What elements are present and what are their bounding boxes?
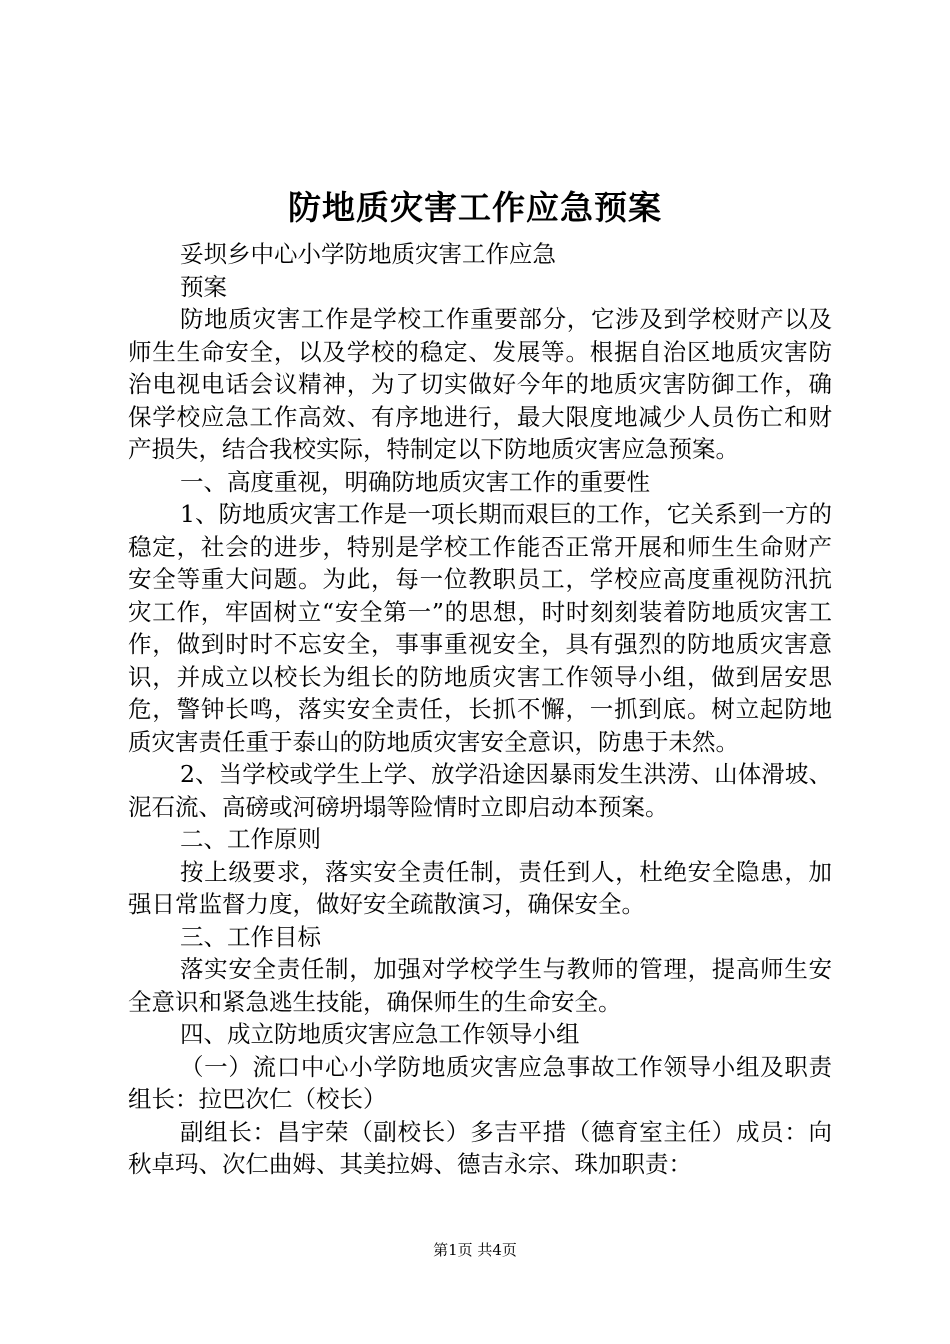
- section-heading-1: 一、高度重视，明确防地质灾害工作的重要性: [180, 467, 650, 496]
- paragraph-item-2: 2、当学校或学生上学、放学沿途因暴雨发生洪涝、山体滑坡、泥石流、高磅或河磅坍塌等险情时立即启动本预案。: [128, 760, 832, 821]
- document-body: [128, 238, 832, 1181]
- paragraph-group-members: 副组长：昌宇荣（副校长）多吉平措（德育室主任）成员：向秋卓玛、次仁曲姆、其美拉姆、德吉永宗、珠加职责：: [128, 1117, 832, 1178]
- paragraph-intro: 防地质灾害工作是学校工作重要部分，它涉及到学校财产以及师生生命安全，以及学校的稳定、发展等。根据自治区地质灾害防治电视电话会议精神，为了切实做好今年的地质灾害防御工作，确保学校应急工作高效、有序地进行，最大限度地减少人员伤亡和财产损失，结合我校实际，特制定以下防地质灾害应急预案。: [128, 305, 832, 463]
- paragraph-item-1: 1、防地质灾害工作是一项长期而艰巨的工作，它关系到一方的稳定，社会的进步，特别是学校工作能否正常开展和师生生命财产安全等重大问题。为此，每一位教职员工，学校应高度重视防汛抗灾工作，牢固树立“安全第一”的思想，时时刻刻装着防地质灾害工作，做到时时不忘安全，事事重视安全，具有强烈的防地质灾害意识，并成立以校长为组长的防地质灾害工作领导小组，做到居安思危，警钟长鸣，落实安全责任，长抓不懈，一抓到底。树立起防地质灾害责任重于泰山的防地质灾害安全意识，防患于未然。: [128, 500, 832, 756]
- document-title: 防地质灾害工作应急预案: [288, 188, 662, 227]
- section-heading-4: 四、成立防地质灾害应急工作领导小组: [180, 1020, 580, 1048]
- paragraph-goals: 落实安全责任制，加强对学校学生与教师的管理，提高师生安全意识和紧急逃生技能，确保师生的生命安全。: [128, 955, 832, 1016]
- paragraph-principles: 按上级要求，落实安全责任制，责任到人，杜绝安全隐患，加强日常监督力度，做好安全疏散演习，确保安全。: [128, 857, 832, 918]
- paragraph-group-leader: （一）流口中心小学防地质灾害应急事故工作领导小组及职责组长：拉巴次仁（校长）: [128, 1052, 832, 1113]
- paragraph-subtitle-line1: 妥坝乡中心小学防地质灾害工作应急: [180, 240, 556, 268]
- section-heading-2: 二、工作原则: [180, 825, 321, 853]
- paragraph-subtitle-line2: 预案: [180, 272, 227, 301]
- section-heading-3: 三、工作目标: [180, 922, 321, 951]
- page-footer: 第1页 共4页: [433, 1241, 517, 1259]
